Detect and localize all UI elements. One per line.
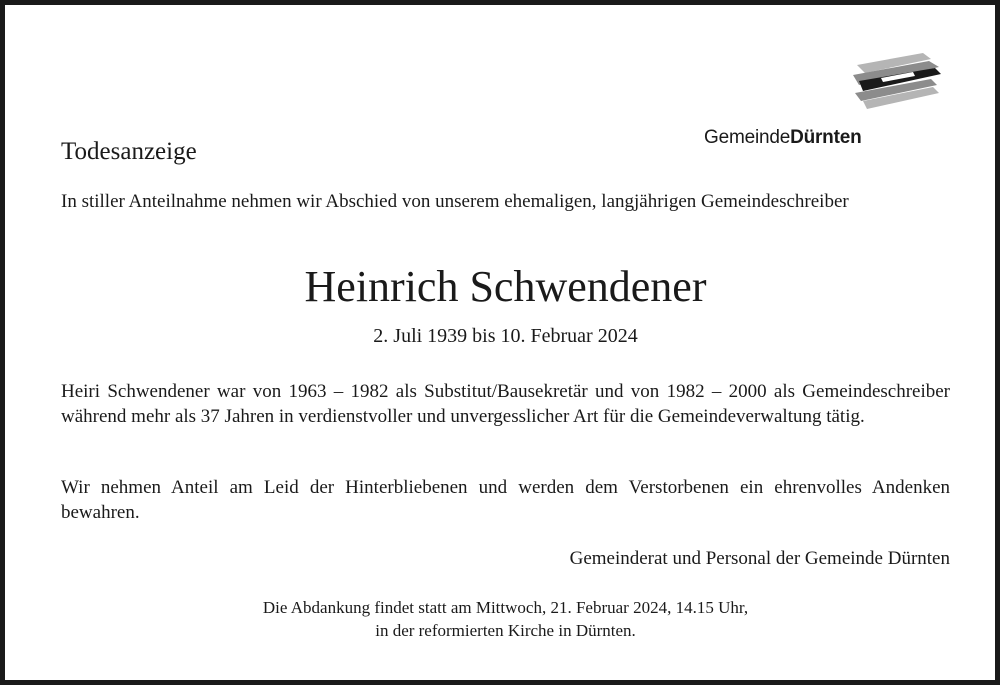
funeral-info (61, 596, 950, 642)
logo-text-light: Gemeinde (704, 127, 791, 148)
condolence-paragraph: Wir nehmen Anteil am Leid der Hinterbliebenen und werden dem Verstorbenen ein ehrenvolles Andenken bewahren. (61, 477, 950, 523)
gemeinde-duernten-logo-icon (851, 51, 943, 111)
funeral-info-line-2: in der reformierten Kirche in Dürnten. (375, 621, 636, 640)
life-dates: 2. Juli 1939 bis 10. Februar 2024 (373, 325, 638, 347)
notice-heading: Todesanzeige (61, 138, 197, 165)
logo-text-bold: Dürnten (790, 127, 862, 148)
municipality-logo-text (704, 127, 862, 149)
signature-line: Gemeinderat und Personal der Gemeinde Dürnten (569, 548, 950, 569)
intro-text: In stiller Anteilnahme nehmen wir Abschied von unserem ehemaligen, langjährigen Gemeindeschreiber (61, 191, 849, 212)
funeral-info-line-1: Die Abdankung findet statt am Mittwoch, 21. Februar 2024, 14.15 Uhr, (262, 598, 749, 617)
deceased-name: Heinrich Schwendener (304, 262, 707, 311)
career-paragraph: Heiri Schwendener war von 1963 – 1982 als Substitut/Bausekretär und von 1982 – 2000 als Gemeindeschreiber während mehr als 37 Jahren in verdienstvoller und unvergesslicher Art für die Gemeindeverwaltung tätig. (61, 381, 950, 427)
